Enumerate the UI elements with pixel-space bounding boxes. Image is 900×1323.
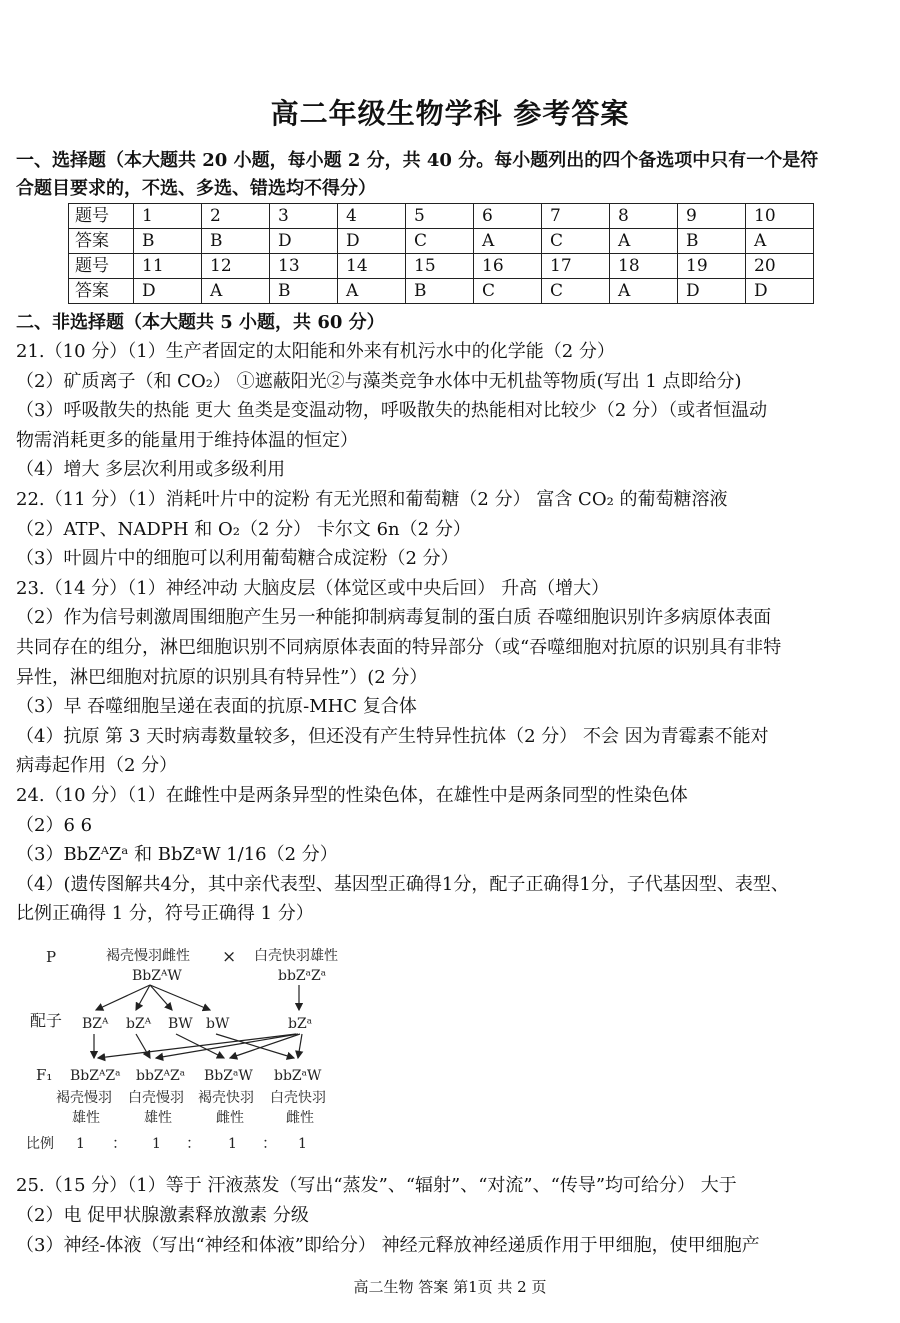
answer-table-cell: A (474, 229, 542, 254)
answer-table (68, 203, 814, 304)
ratio-sep-3: ： (262, 1134, 278, 1152)
answer-table-cell: 2 (202, 204, 270, 229)
answer-table-cell: C (542, 279, 610, 304)
offspring-pheno-4b: 雌性 (286, 1110, 314, 1126)
ratio-sep-1: ： (112, 1134, 128, 1152)
p-label: P (46, 948, 57, 966)
answer-table-cell: 7 (542, 204, 610, 229)
answer-line: （3）早 吞噬细胞呈递在表面的抗原-MHC 复合体 (16, 696, 417, 718)
offspring-pheno-2b: 雄性 (144, 1110, 172, 1126)
parent2-genotype: bbZᵃZᵃ (278, 968, 327, 984)
answer-table-cell: B (134, 229, 202, 254)
answer-table-cell: 10 (746, 204, 814, 229)
answer-table-cell: 15 (406, 254, 474, 279)
answer-line: （3）叶圆片中的细胞可以利用葡萄糖合成淀粉（2 分） (16, 548, 459, 570)
answer-line: （2）电 促甲状腺激素释放激素 分级 (16, 1205, 309, 1226)
answer-table-row (69, 204, 814, 229)
answer-table-cell: 13 (270, 254, 338, 279)
answer-table-cell: D (338, 229, 406, 254)
offspring-pheno-2a: 白壳慢羽 (128, 1090, 184, 1106)
answer-table-cell: 6 (474, 204, 542, 229)
answer-table-cell: A (610, 279, 678, 304)
answer-table-cell: D (678, 279, 746, 304)
parent1-genotype: BbZᴬW (132, 968, 182, 984)
offspring-genotype-4: bbZᵃW (274, 1068, 322, 1084)
answer-line: 病毒起作用（2 分） (16, 755, 178, 777)
answer-line: 24.（10 分）（1）在雌性中是两条异型的性染色体，在雄性中是两条同型的性染色体 (16, 785, 688, 806)
answer-table-cell: 12 (202, 254, 270, 279)
answer-line: （4）抗原 第 3 天时病毒数量较多，但还没有产生特异性抗体（2 分） 不会 因为青霉素不能对 (16, 725, 769, 747)
answer-table-row-head: 答案 (69, 229, 134, 254)
offspring-genotype-2: bbZᴬZᵃ (136, 1068, 186, 1084)
answer-table-cell: 5 (406, 204, 474, 229)
answer-table-cell: B (270, 279, 338, 304)
section2-heading: 二、非选择题（本大题共 5 小题，共 60 分） (16, 312, 385, 333)
answer-line: 比例正确得 1 分，符号正确得 1 分） (16, 903, 314, 925)
ratio-4: 1 (298, 1136, 307, 1152)
answer-table-cell: 9 (678, 204, 746, 229)
gamete-label: 配子 (30, 1011, 63, 1030)
answer-table-cell: B (202, 229, 270, 254)
answer-line: 25.（15 分）（1）等于 汗液蒸发（写出“蒸发”、“辐射”、“对流”、“传导”均可给分） 大于 (16, 1175, 737, 1196)
answer-table-cell: A (202, 279, 270, 304)
answer-table-cell: 18 (610, 254, 678, 279)
f1-label: F₁ (36, 1066, 53, 1084)
answer-table-cell: A (338, 279, 406, 304)
answer-line: （4）(遗传图解共4分，其中亲代表型、基因型正确得1分，配子正确得1分，子代基因型、表型、 (16, 873, 789, 895)
gamete-male: bZᵃ (288, 1016, 313, 1032)
answer-line: （3）BbZᴬZᵃ 和 BbZᵃW 1/16（2 分） (16, 844, 338, 866)
answer-table-cell: C (542, 229, 610, 254)
answer-line: （3）呼吸散失的热能 更大 鱼类是变温动物，呼吸散失的热能相对比较少（2 分）（或者恒温动 (16, 400, 768, 422)
answer-table-cell: C (474, 279, 542, 304)
answer-line: 物需消耗更多的能量用于维持体温的恒定） (16, 429, 358, 451)
gamete-3: BW (168, 1016, 193, 1032)
answer-table-row (69, 254, 814, 279)
ratio-label: 比例 (26, 1136, 54, 1152)
answer-table-cell: B (406, 279, 474, 304)
answer-table-cell: A (610, 229, 678, 254)
answer-line: 共同存在的组分，淋巴细胞识别不同病原体表面的特异部分（或“吞噬细胞对抗原的识别具有非特 (16, 637, 782, 658)
answer-table-row-head: 题号 (69, 204, 134, 229)
offspring-genotype-3: BbZᵃW (204, 1068, 253, 1084)
answer-table-cell: 1 (134, 204, 202, 229)
answer-line: （3）神经-体液（写出“神经和体液”即给分） 神经元释放神经递质作用于甲细胞，使甲细胞产 (16, 1235, 760, 1256)
offspring-genotype-1: BbZᴬZᵃ (70, 1068, 121, 1084)
answer-table-cell: C (406, 229, 474, 254)
answer-line: 23.（14 分）（1）神经冲动 大脑皮层（体觉区或中央后回） 升高（增大） (16, 577, 610, 599)
offspring-pheno-3b: 雌性 (216, 1110, 244, 1126)
answer-line: 21.（10 分）（1）生产者固定的太阳能和外来有机污水中的化学能（2 分） (16, 341, 615, 362)
page-title: 高二年级生物学科 参考答案 (270, 97, 630, 130)
answer-table-cell: 11 (134, 254, 202, 279)
answer-line: （2）ATP、NADPH 和 O₂（2 分） 卡尔文 6n（2 分） (16, 518, 471, 540)
cross-symbol: × (222, 947, 237, 967)
answer-line: 异性，淋巴细胞对抗原的识别具有特异性”）(2 分） (16, 666, 428, 688)
ratio-1: 1 (76, 1136, 85, 1152)
offspring-pheno-1b: 雄性 (72, 1110, 100, 1126)
page-footer: 高二生物 答案 第1页 共 2 页 (353, 1278, 547, 1296)
offspring-pheno-4a: 白壳快羽 (270, 1090, 326, 1106)
offspring-pheno-1a: 褐壳慢羽 (56, 1090, 112, 1106)
answer-table-cell: 14 (338, 254, 406, 279)
answer-table-cell: B (678, 229, 746, 254)
parent2-phenotype: 白壳快羽雄性 (254, 948, 338, 964)
answer-table-row (69, 229, 814, 254)
ratio-2: 1 (152, 1136, 161, 1152)
answer-table-cell: 19 (678, 254, 746, 279)
answer-table-row-head: 题号 (69, 254, 134, 279)
answer-table-row (69, 279, 814, 304)
answer-table-row-head: 答案 (69, 279, 134, 304)
answer-line: （2）作为信号刺激周围细胞产生另一种能抑制病毒复制的蛋白质 吞噬细胞识别许多病原体表面 (16, 607, 772, 629)
answer-table-cell: 16 (474, 254, 542, 279)
genetic-cross-diagram (26, 940, 386, 1160)
answer-table-cell: D (270, 229, 338, 254)
parent1-phenotype: 褐壳慢羽雌性 (106, 948, 190, 964)
answer-table-cell: 3 (270, 204, 338, 229)
answer-line: （2）矿质离子（和 CO₂） ①遮蔽阳光②与藻类竞争水体中无机盐等物质(写出 1 点即给分) (16, 370, 742, 392)
gamete-1: BZᴬ (82, 1016, 109, 1032)
ratio-3: 1 (228, 1136, 237, 1152)
answer-line: 22.（11 分）（1）消耗叶片中的淀粉 有无光照和葡萄糖（2 分） 富含 CO₂ 的葡萄糖溶液 (16, 489, 728, 510)
answer-table-cell: D (134, 279, 202, 304)
answer-line: （2）6 6 (16, 814, 93, 836)
gamete-4: bW (206, 1016, 230, 1032)
ratio-sep-2: ： (186, 1134, 202, 1152)
answer-table-cell: 17 (542, 254, 610, 279)
answer-line: （4）增大 多层次利用或多级利用 (16, 459, 286, 481)
section1-heading-line2: 合题目要求的，不选、多选、错选均不得分） (16, 178, 376, 199)
answer-table-cell: 20 (746, 254, 814, 279)
answer-table-cell: 8 (610, 204, 678, 229)
answer-table-cell: A (746, 229, 814, 254)
answer-table-cell: D (746, 279, 814, 304)
answer-table-cell: 4 (338, 204, 406, 229)
section1-heading-line1: 一、选择题（本大题共 20 小题，每小题 2 分，共 40 分。每小题列出的四个备选项中只有一个是符 (16, 150, 819, 171)
gamete-2: bZᴬ (126, 1016, 152, 1032)
offspring-pheno-3a: 褐壳快羽 (198, 1090, 254, 1106)
